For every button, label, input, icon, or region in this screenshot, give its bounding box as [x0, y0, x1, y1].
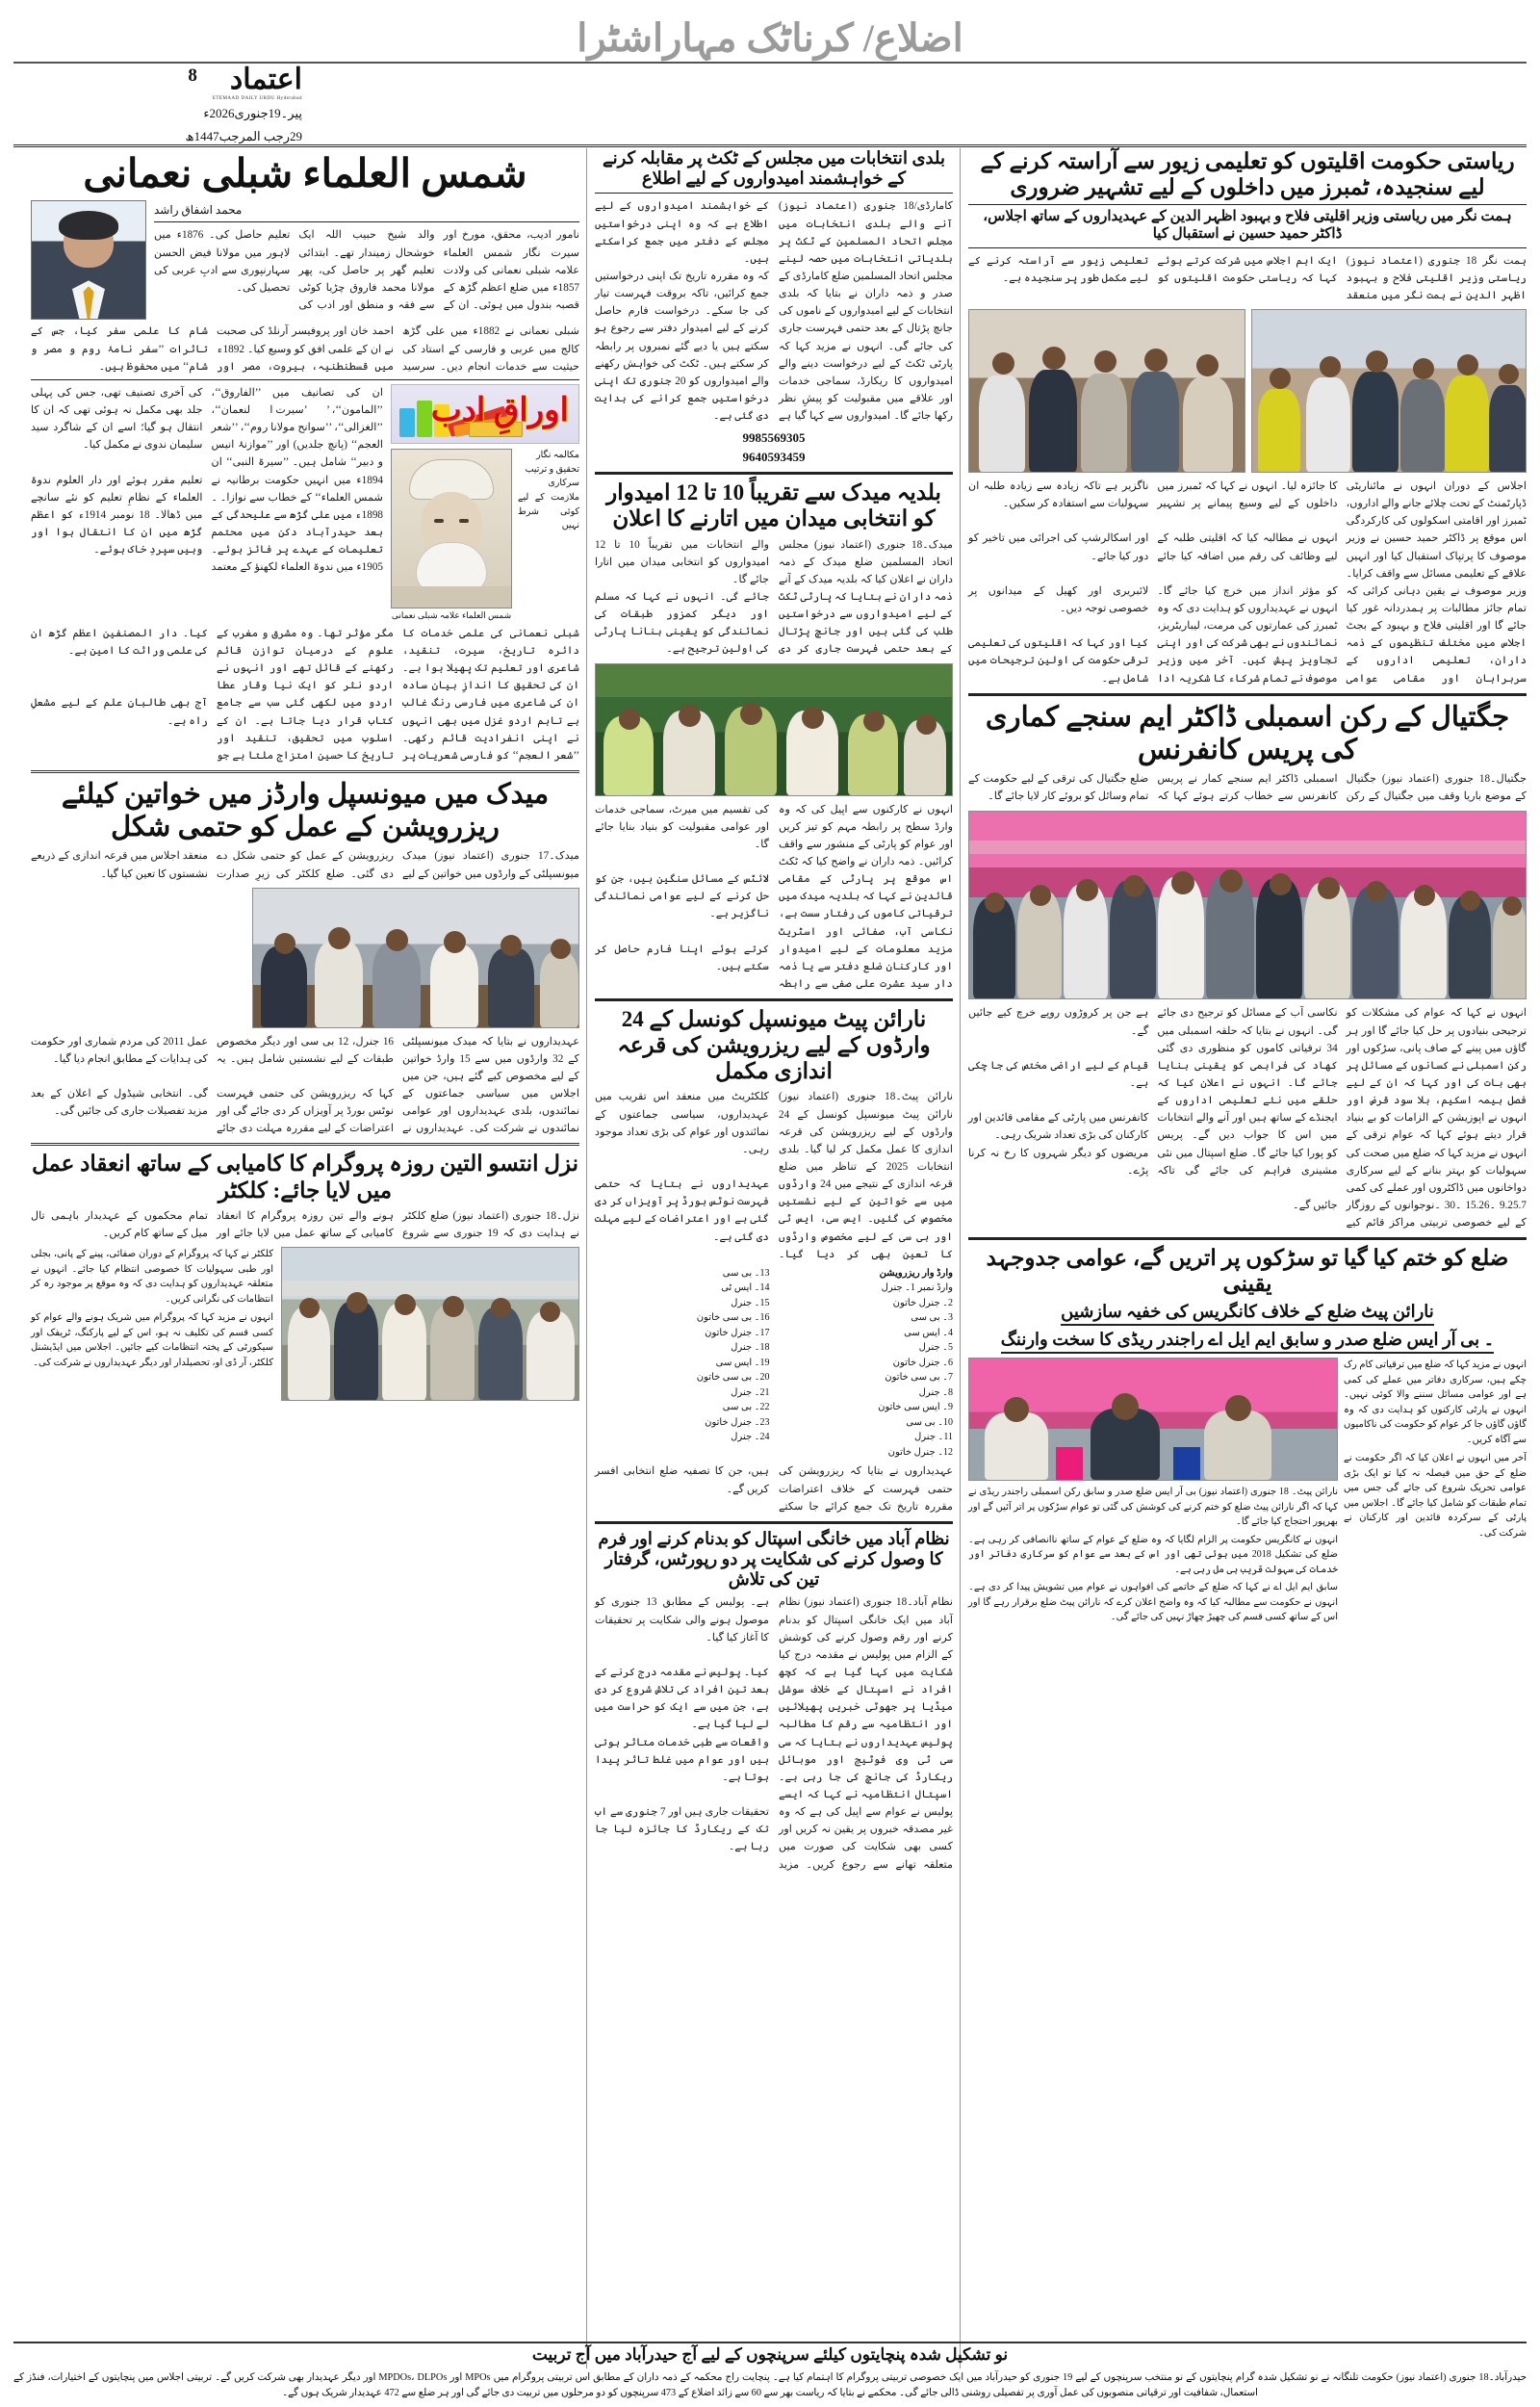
- nazil-body-2: انہوں نے مزید کہا کہ پروگرام میں شریک ہونے والے عوام کو کسی قسم کی تکلیف نہ ہو، اس کے لیے پارکنگ، ٹریفک اور سیکورٹی کے پختہ انتظامات کیے جائیں۔ اجلاس میں ایڈیشنل کلکٹر، آر ڈی او، تحصیلدار اور دیگر عہدیداروں نے شرکت کی۔: [31, 1312, 273, 1368]
- hospital-body-3: پولیس نے عوام سے اپیل کی ہے کہ وہ غیر مصدقہ خبروں پر یقین نہ کریں اور کسی بھی شکایت کی صورت میں متعلقہ تھانے سے رجوع کریں۔ مزید تحقیقات جاری ہیں اور 7 جنوری سے اب تک کے ریکارڈ کا جائزہ لیا جا رہا ہے۔: [595, 1806, 953, 1871]
- article-zila: [968, 1245, 1527, 1624]
- date-hijri: 29رجب المرجب1447ھ: [185, 129, 302, 144]
- zila-headline: ضلع کو ختم کیا گیا تو سڑکوں پر اتریں گے، عوامی جدوجہد یقینی: [986, 1246, 1509, 1297]
- riyasati-photo-1: [968, 309, 1245, 473]
- reservation-ward-list: [595, 1266, 953, 1461]
- reservation-ward-item: 24۔ جنرل: [731, 1432, 770, 1443]
- reservation-lead: نارائن پیٹ۔18 جنوری (اعتماد نیوز) نارائن پیٹ میونسپل کونسل کے 24 وارڈوں کے لیے ریزرویشن کی قرعہ اندازی کا عمل مکمل کر لیا گیا۔ بلدی انتخابات 2025 کے تناظر میں ضلع کلکٹریٹ میں منعقد اس تقریب میں عہدیداروں، سیاسی جماعتوں کے نمائندوں اور عوام کی بڑی تعداد موجود رہی۔: [595, 1091, 953, 1174]
- zone-right: [968, 148, 1527, 1625]
- jagtial-headline: جگتیال کے رکن اسمبلی ڈاکٹر ایم سنجے کماری کی پریس کانفرنس: [985, 701, 1510, 765]
- riyasati-photo-2: [1251, 309, 1527, 473]
- shibli-body-4: 1894ء میں انہیں حکومت برطانیہ نے ’’شمس العلماء‘‘ کے خطاب سے نوازا۔ 1898ء میں علی گڑھ سے علیحدگی کے بعد حیدرآباد دکن میں محتمم تعلیمات کے عہدے پر فائز ہوئے۔ 1905ء میں ندوۃ العلماء لکھنؤ کے معتمد تعلیم مقرر ہوئے اور دار العلوم ندوۃ العلماء کے نظامِ تعلیم کو نئے سانچے میں ڈھالا۔ 18 نومبر 1914ء کو اعظم گڑھ میں ان کا انتقال ہوا اور وہیں سپردِ خاک ہوئے۔: [31, 474, 383, 574]
- awraq-block: [31, 384, 579, 621]
- zila-photo: [968, 1358, 1338, 1481]
- awraq-note-1: مکالمہ نگار: [536, 450, 579, 460]
- reservation-ward-item: 6۔ جنرل خاتون: [892, 1357, 953, 1368]
- jagtial-body-3: انہوں نے اپوزیشن کے الزامات کو بے بنیاد قرار دیتے ہوئے کہا کہ عوام ترقی کے ایجنڈے کے ساتھ ہیں اور آنے والے انتخابات میں اس کا جواب دیں گے۔ پریس کانفرنس میں پارٹی کے مقامی قائدین اور کارکنان کی بڑی تعداد شریک رہی۔: [968, 1112, 1527, 1142]
- shibli-body-5: شبلی نعمانی کی علمی خدمات کا دائرہ تاریخ، سیرت، تنقید، شاعری اور تعلیم تک پھیلا ہوا ہے۔ ان کی تحقیق کا اندازِ بیان سادہ مگر مؤثر تھا۔ وہ مشرق و مغرب کے علوم کے درمیان توازن قائم رکھنے کے قائل تھے اور انہوں نے اردو نثر کو ایک نیا وقار عطا کیا۔ دار المصنفین اعظم گڑھ ان کی علمی وراثت کا امین ہے۔: [31, 627, 579, 692]
- hospital-lead: نظام آباد۔18 جنوری (اعتماد نیوز) نظام آباد میں ایک خانگی اسپتال کو بدنام کرنے اور رقم وصول کرنے کی کوشش کے الزام میں پولیس نے مقدمہ درج کیا ہے۔ پولیس کے مطابق 13 جنوری کو موصول ہونے والی شکایت پر تحقیقات کا آغاز کیا گیا۔: [595, 1596, 954, 1661]
- zone-middle: [595, 148, 953, 1874]
- article-baldi-medak: [595, 479, 953, 993]
- baldi-ticket-headline: بلدی انتخابات میں مجلس کے ٹکٹ پر مقابلہ کرنے کے خواہشمند امیدواروں کے لیے اطلاع: [603, 148, 945, 189]
- zila-lead: نارائن پیٹ۔ 18 جنوری (اعتماد نیوز) بی آر ایس ضلع صدر و سابق رکن اسمبلی راجندر ریڈی نے کہا کہ اگر نارائن پیٹ ضلع کو ختم کرنے کی کوشش کی گئی تو عوام سڑکوں پر اتر آئیں گے اور بھرپور احتجاج کیا جائے گا۔: [968, 1487, 1339, 1527]
- nazil-photo: [281, 1247, 579, 1401]
- column-grid: [13, 148, 1527, 2368]
- reservation-ward-item: 12۔ جنرل خاتون: [887, 1446, 953, 1458]
- zila-body-4: آخر میں انہوں نے اعلان کیا کہ اگر حکومت نے ضلع کے حق میں فیصلہ نہ کیا تو ایک بڑی عوامی تحریک شروع کی جائے گی جس میں تمام طبقات کو شامل کیا جائے گا۔ اجلاس میں پارٹی کے سرکردہ قائدین اور کارکنان نے شرکت کی۔: [1344, 1453, 1527, 1539]
- reservation-ward-item: 8۔ جنرل: [918, 1386, 953, 1398]
- scholar-portrait: [391, 449, 512, 608]
- article-medak-women: [31, 778, 579, 1138]
- zila-body-3: انہوں نے مزید کہا کہ ضلع میں ترقیاتی کام رک چکے ہیں، سرکاری دفاتر میں عملے کی کمی ہے اور عوامی مسائل سننے والا کوئی نہیں۔ انہوں نے پارٹی کارکنوں کو ہدایت دی کہ وہ گاؤں گاؤں جا کر عوام کو حکومت کی ناکامیوں سے آگاہ کریں۔: [1344, 1359, 1527, 1445]
- reservation-headline: نارائن پیٹ میونسپل کونسل کے 24 وارڈوں کے لیے ریزرویشن کی قرعہ اندازی مکمل: [617, 1007, 931, 1084]
- baldi-medak-body-4: مزید معلومات کے لیے امیدوار اور کارکنان ضلع دفتر سے یا ذمہ دار سید عشرت علی صفی سے رابطہ کرتے ہوئے اپنا فارم حاصل کر سکتے ہیں۔: [595, 943, 953, 990]
- medak-women-lead: میدک۔17 جنوری (اعتماد نیوز) میدک میونسپلٹی کے وارڈوں میں خواتین کے لیے ریزرویشن کے عمل کو حتمی شکل دے دی گئی۔ ضلع کلکٹر کی زیرِ صدارت منعقد اجلاس میں قرعہ اندازی کے ذریعے نشستوں کا تعین کیا گیا۔: [31, 850, 579, 880]
- nazil-headline: نزل انتسو التین روزہ پروگرام کا کامیابی کے ساتھ انعقاد عمل میں لایا جائے: کلکٹر: [31, 1152, 579, 1203]
- section-title: اضلاع/ کرناٹک مہاراشٹرا: [577, 16, 963, 60]
- medak-women-headline: میدک میں میونسپل وارڈز میں خواتین کیلئے ریزرویشن کے عمل کو حتمی شکل: [61, 778, 550, 843]
- reservation-footer: عہدیداروں نے بتایا کہ ریزرویشن کی حتمی فہرست کے خلاف اعتراضات مقررہ تاریخ تک جمع کرائے جا سکتے ہیں، جن کا تصفیہ ضلع انتخابی افسر کریں گے۔: [595, 1465, 953, 1513]
- page-top-rule: [13, 144, 1527, 147]
- page-number: 8: [188, 65, 197, 86]
- article-riyasati: [968, 148, 1527, 687]
- baldi-medak-photo: [595, 663, 953, 796]
- reservation-ward-item: 11۔ جنرل: [914, 1432, 953, 1443]
- medak-women-photo: [252, 888, 579, 1028]
- awraq-banner: [391, 384, 579, 444]
- footer-headline: نو تشکیل شدہ پنچایتوں کیلئے سرپنچوں کے لیے آج حیدرآباد میں آج تربیت: [531, 2345, 1009, 2364]
- zila-body-1: انہوں نے کانگریس حکومت پر الزام لگایا کہ وہ ضلع کے عوام کے ساتھ ناانصافی کر رہی ہے۔ ضلع کی تشکیل 2018 میں ہوئی تھی اور اس کے بعد سے عوام کو سرکاری دفاتر اور خدمات کی سہولت قریب ہی مل رہی ہے۔: [968, 1534, 1338, 1575]
- hospital-body-1: شکایت میں کہا گیا ہے کہ کچھ افراد نے اسپتال کے خلاف سوشل میڈیا پر جھوٹی خبریں پھیلائیں اور انتظامیہ سے رقم کا مطالبہ کیا۔ پولیس نے مقدمہ درج کرنے کے بعد تین افراد کی تلاش شروع کر دی ہے، جن میں سے ایک کو حراست میں لے لیا گیا ہے۔: [595, 1667, 953, 1731]
- jagtial-stats: 9.25.7 ۔15.26 ۔30 ۔نوجوانوں کے روزگار کے لیے خصوصی تربیتی مراکز قائم کیے جائیں گے۔: [1293, 1200, 1527, 1229]
- riyasati-photo-row: [968, 309, 1527, 473]
- awraq-photo-row: [391, 449, 579, 621]
- footer-rule: [13, 2342, 1527, 2343]
- baldi-medak-lead: میدک۔18 جنوری (اعتماد نیوز) مجلس اتحاد المسلمین ضلع میدک کے ذمہ داران نے اعلان کیا کہ بلدیہ میدک کے آنے والے انتخابات میں تقریباً 10 تا 12 امیدواروں کو انتخابی میدان میں اتارا جائے گا۔: [595, 538, 953, 585]
- article-nazil: [31, 1151, 579, 1401]
- shibli-mid-col: [31, 384, 383, 577]
- reservation-ward-item: 20۔ بی سی خاتون: [696, 1372, 770, 1384]
- reservation-ward-item: 9۔ ایس سی خاتون: [878, 1402, 953, 1413]
- article-reservation: [595, 1006, 953, 1515]
- riyasati-subhead: ہمت نگر میں ریاستی وزیر اقلیتی فلاح و بہبود اظہر الدین کے عہدیداروں کے ساتھ اجلاس، ڈاکٹر حمید حسین نے استقبال کیا: [983, 209, 1512, 242]
- reservation-ward-item: 18۔ جنرل: [731, 1342, 770, 1354]
- reservation-ward-item: 14۔ ایس ٹی: [721, 1282, 770, 1294]
- shibli-top-row: [31, 200, 579, 320]
- reservation-ward-item: 13۔ بی سی: [722, 1267, 770, 1279]
- hospital-headline: نظام آباد میں خانگی اسپتال کو بدنام کرنے اور فرم کا وصول کرنے کی شکایت پر دو رپورٹس، گرفتار تین کی تلاش: [598, 1528, 950, 1590]
- baldi-ticket-body: مجلس اتحاد المسلمین ضلع کامارڈی کے صدر و ذمہ داران نے بتایا کہ بلدی انتخابات کے لیے امیدواروں کے ناموں کی جانچ پڑتال کے بعد حتمی فہرست جاری کی جائے گی۔ انہوں نے مزید کہا کہ پارٹی ٹکٹ کے لیے درخواست دینے والے امیدواروں کا ریکارڈ، سماجی خدمات اور علاقے میں مقبولیت کو پیشِ نظر رکھا جائے گا۔ امیدواروں سے کہا گیا ہے کہ وہ مقررہ تاریخ تک اپنی درخواستیں جمع کرائیں، تاکہ بروقت فہرست تیار کی جا سکے۔ درخواست فارم حاصل کرنے کے لیے امیدوار دفتر سے رجوع ہو سکتے ہیں یا دیے گئے نمبروں پر رابطہ کر سکتے ہیں۔ ٹکٹ کی خواہش رکھنے والے امیدواروں کو 20 جنوری تک اپنی درخواستیں جمع کرانے کی ہدایت دی گئی ہے۔: [595, 271, 953, 423]
- reservation-ward-item: وارڈ نمبر 1۔ جنرل: [881, 1282, 953, 1294]
- zila-kicker: ۔ بی آر ایس ضلع صدر و سابق ایم ایل اے راجندر ریڈی کا سخت وارننگ: [1001, 1330, 1494, 1354]
- nazil-text-col: [31, 1247, 273, 1401]
- zila-left-col: [1344, 1358, 1527, 1625]
- brand-block: [13, 65, 302, 101]
- brand-subtitle: ETEMAAD DAILY URDU Hyderabad: [212, 96, 302, 101]
- column-rule-1: [960, 148, 961, 2368]
- zila-right-col: [968, 1358, 1338, 1625]
- reservation-ward-list-label: وارڈ وار ریزرویشن: [879, 1267, 953, 1279]
- author-portrait: [31, 200, 146, 320]
- reservation-ward-item: 21۔ جنرل: [731, 1386, 770, 1398]
- article-jagtial: [968, 701, 1527, 1232]
- shibli-body-3: ان کی تصانیف میں ’’الفاروق‘‘، ’’المامون‘‘، ’’سیرت النعمان‘‘، ’’الغزالی‘‘، ’’سوانح مولانا روم‘‘، ’’شعر العجم‘‘ (پانچ جلدیں) اور ’’موازنۂ انیس و دبیر‘‘ شامل ہیں۔ ’’سیرۃ النبی‘‘ ان کی آخری تصنیف تھی، جس کی پہلی جلد بھی مکمل نہ ہوئی تھی کہ ان کا انتقال ہو گیا؛ اسے ان کے شاگرد سید سلیمان ندوی نے مکمل کیا۔: [31, 386, 383, 469]
- riyasati-body-3: وزیر موصوف نے یقین دہانی کرائی کہ تمام جائز مطالبات پر ہمدردانہ غور کیا جائے گا اور اقلیتی فلاح و بہبود کے بجٹ کو مؤثر انداز میں خرچ کیا جائے گا۔ انہوں نے عہدیداروں کو ہدایت دی کہ وہ ٹمبرز کی عمارتوں کی مرمت، لیباریٹریز، لائبریری اور کھیل کے میدانوں پر خصوصی توجہ دیں۔: [968, 584, 1527, 633]
- reservation-ward-item: 3۔ بی سی: [911, 1312, 953, 1324]
- riyasati-lead: ہمت نگر 18 جنوری (اعتماد نیوز) ریاستی وزیر اقلیتی فلاح و بہبود اظہر الدین نے ہمت نگر میں منعقد ایک اہم اجلاس میں شرکت کرتے ہوئے کہا کہ ریاستی حکومت اقلیتوں کو تعلیمی زیور سے آراستہ کرنے کے لیے مکمل طور پر سنجیدہ ہے۔: [968, 254, 1527, 301]
- awraq-left: [391, 384, 579, 621]
- jagtial-body-4: انہوں نے مزید کہا کہ ضلع میں صحت کی سہولیات کو بہتر بنانے کے لیے سرکاری دواخانوں میں ڈاکٹروں اور عملے کی کمی کو پورا کیا جائے گا۔ ضلع اسپتال میں نئی مشینری فراہم کی جائے گی تاکہ مریضوں کو دیگر شہروں کا رخ نہ کرنا پڑے۔: [968, 1147, 1527, 1194]
- awraq-side-notes: [518, 449, 579, 621]
- reservation-ward-item: 7۔ بی سی خاتون: [885, 1372, 953, 1384]
- reservation-ward-item: 15۔ جنرل: [731, 1297, 770, 1308]
- riyasati-body-1: اجلاس کے دوران انہوں نے مائناریٹی ڈپارٹمنٹ کے تحت چلائے جانے والے اداروں، ٹمبرز اور اقامتی اسکولوں کی کارکردگی کا جائزہ لیا۔ انہوں نے کہا کہ ٹمبرز میں داخلوں کے لیے وسیع پیمانے پر تشہیر ناگزیر ہے تاکہ زیادہ سے زیادہ طلبہ ان سہولیات سے استفادہ کر سکیں۔: [968, 480, 1527, 528]
- article-hospital: [595, 1529, 953, 1874]
- masthead: [0, 0, 1540, 144]
- awraq-title: اوراقِ ادب: [430, 392, 569, 428]
- baldi-ticket-lead: کامارڈی/18 جنوری (اعتماد نیوز) آنے والے بلدی انتخابات میں مجلس اتحاد المسلمین کے ٹکٹ پر بلدیاتی انتخابات میں حصہ لینے کے خواہشمند امیدواروں کے لیے اطلاع ہے کہ وہ اپنی درخواستیں مجلس کے دفتر میں جمع کراسکتے ہیں۔: [595, 200, 953, 265]
- jagtial-lead: جگتیال۔18 جنوری (اعتماد نیوز) جگتیال کے موضع باریا وقف میں جگتیال کے رکن اسمبلی ڈاکٹر ایم سنجے کمار نے پریس کانفرنس سے خطاب کرتے ہوئے کہا کہ ضلع جگتیال کی ترقی کے لیے حکومت کے تمام وسائل کو بروئے کار لایا جائے گا۔: [968, 773, 1527, 803]
- shibli-byline: محمد اشفاق راشد: [154, 203, 243, 218]
- column-rule-2: [586, 148, 587, 2368]
- jagtial-body-2: رکن اسمبلی نے کسانوں کے مسائل پر بھی بات کی اور کہا کہ ان کے لیے فصل بیمہ اسکیم، بلا سود قرض اور کھاد کی فراہمی کو یقینی بنایا جائے گا۔ انہوں نے اعلان کیا کہ حلقے میں نئے تعلیمی اداروں کے قیام کے لیے اراضی مختص کی جا چکی ہے۔: [968, 1059, 1527, 1107]
- nazil-lead: نزل۔18 جنوری (اعتماد نیوز) ضلع کلکٹر نے ہدایت دی کہ 19 جنوری سے شروع ہونے والے تین روزہ پروگرام کا انعقاد کامیابی کے ساتھ عمل میں لایا جائے اور تمام محکموں کے عہدیدار باہمی تال میل کے ساتھ کام کریں۔: [31, 1209, 579, 1239]
- zila-body-2: سابق ایم ایل اے نے کہا کہ ضلع کے خاتمے کی افواہوں نے عوام میں تشویش پیدا کر دی ہے۔ انہوں نے حکومت سے مطالبہ کیا کہ وہ واضح اعلان کرے کہ نارائن پیٹ ضلع برقرار رہے گا اور اس کے ساتھ کسی قسم کی چھیڑ چھاڑ نہیں کی جائے گی۔: [968, 1582, 1338, 1622]
- reservation-ward-item: 4۔ ایس سی: [904, 1327, 953, 1338]
- reservation-ward-item: 17۔ جنرل خاتون: [705, 1327, 770, 1338]
- zone-left: [31, 148, 579, 1401]
- article-baldi-ticket: [595, 148, 953, 466]
- riyasati-body-2: اس موقع پر ڈاکٹر حمید حسین نے وزیر موصوف کا پرتپاک استقبال کیا اور انہیں علاقے کے تعلیمی مسائل سے واقف کرایا۔ انہوں نے مطالبہ کیا کہ اقلیتی طلبہ کے لیے وظائف کی رقم میں اضافہ کیا جائے اور اسکالرشپ کی اجرائی میں تاخیر کو دور کیا جائے۔: [968, 532, 1527, 580]
- nazil-body-1: کلکٹر نے کہا کہ پروگرام کے دوران صفائی، پینے کے پانی، بجلی اور طبی سہولیات کا خصوصی انتظام کیا جائے۔ انہوں نے متعلقہ عہدیداروں کو ہدایت دی کہ وہ موقع پر موجود رہ کر انتظامات کی نگرانی کریں۔: [31, 1249, 273, 1305]
- baldi-ticket-phone-1: 9985569305: [742, 430, 806, 446]
- shibli-body-2: شبلی نعمانی نے 1882ء میں علی گڑھ کالج میں عربی و فارسی کے استاد کی حیثیت سے خدمات انجام دیں۔ سرسید احمد خان اور پروفیسر آرنلڈ کی صحبت نے ان کے علمی افق کو وسیع کیا۔ 1892ء میں قسطنطنیہ، بیروت، مصر اور شام کا علمی سفر کیا، جس کے تاثرات ’’سفر نامۂ روم و مصر و شام‘‘ میں محفوظ ہیں۔: [31, 325, 579, 373]
- baldi-medak-body-1: ذمہ داران نے بتایا کہ پارٹی ٹکٹ کے لیے امیدواروں سے درخواستیں طلب کی گئی ہیں اور جانچ پڑتال کے بعد حتمی فہرست جاری کر دی جائے گی۔ انہوں نے کہا کہ مسلم اور دیگر کمزور طبقات کی نمائندگی کو یقینی بنانا پارٹی کی اولین ترجیح ہے۔: [595, 590, 953, 656]
- reservation-ward-item: 19۔ ایس سی: [715, 1357, 770, 1368]
- shibli-body-6: ان کی شاعری میں فارسی رنگ غالب ہے تاہم اردو غزل میں بھی انہوں نے اپنی انفرادیت قائم رکھی۔ ’’شعر العجم‘‘ کو فارسی شعریات پر اردو میں لکھی گئی سب سے جامع کتاب قرار دیا جاتا ہے۔ ان کے اسلوب میں تحقیق، تنقید اور تاریخ کا حسین امتزاج ملتا ہے جو آج بھی طالبانِ علم کے لیے مشعلِ راہ ہے۔: [31, 697, 579, 762]
- baldi-medak-headline: بلدیہ میدک سے تقریباً 10 تا 12 امیدوار کو انتخابی میدان میں اتارنے کا اعلان: [606, 480, 941, 531]
- medak-women-body-1: عہدیداروں نے بتایا کہ میدک میونسپلٹی کے 32 وارڈوں میں سے 15 وارڈ خواتین کے لیے مخصوص کیے گئے ہیں، جن میں 16 جنرل، 12 بی سی اور دیگر مخصوص طبقات کے لیے نشستیں شامل ہیں۔ یہ عمل 2011 کی مردم شماری اور حکومت کی ہدایات کے مطابق انجام دیا گیا۔: [31, 1035, 579, 1082]
- reservation-ward-item: 22۔ بی سی: [722, 1402, 770, 1413]
- baldi-medak-body-2: انہوں نے کارکنوں سے اپیل کی کہ وہ وارڈ سطح پر رابطہ مہم کو تیز کریں اور عوام کو پارٹی کے منشور سے واقف کرائیں۔ ذمہ داران نے واضح کیا کہ ٹکٹ کی تقسیم میں میرٹ، سماجی خدمات اور عوامی مقبولیت کو بنیاد بنایا جائے گا۔: [595, 803, 953, 867]
- reservation-ward-item: 16۔ بی سی خاتون: [696, 1312, 770, 1324]
- hospital-body-2: پولیس عہدیداروں نے بتایا کہ سی سی ٹی وی فوٹیج اور موبائل ریکارڈ کی جانچ کی جا رہی ہے۔ اسپتال انتظامیہ نے کہا کہ ایسے واقعات سے طبی خدمات متاثر ہوتی ہیں اور عوام میں غلط تاثر پیدا ہوتا ہے۔: [595, 1736, 953, 1801]
- riyasati-body-4: اجلاس میں مختلف تنظیموں کے ذمہ داران، تعلیمی اداروں کے سربراہان اور مقامی عوامی نمائندوں نے بھی شرکت کی اور اپنی تجاویز پیش کیں۔ آخر میں وزیر موصوف نے تمام شرکاء کا شکریہ ادا کیا اور کہا کہ اقلیتوں کی تعلیمی ترقی حکومت کی اولین ترجیحات میں شامل ہے۔: [968, 637, 1527, 685]
- jagtial-body-1: انہوں نے کہا کہ عوام کی مشکلات کو ترجیحی بنیادوں پر حل کیا جائے گا اور ہر گاؤں میں پینے کے صاف پانی، سڑکوں اور نکاسی آب کے مسائل کو ترجیح دی جائے گی۔ انہوں نے بتایا کہ حلقہ اسمبلی میں 34 ترقیاتی کاموں کو منظوری دی گئی ہے جن پر کروڑوں روپے خرچ کیے جائیں گے۔: [968, 1007, 1527, 1054]
- footer-copy: حیدرآباد۔18 جنوری (اعتماد نیوز) حکومت تلنگانہ نے نو تشکیل شدہ گرام پنچایتوں کے نو منتخب سرپنچوں کے لیے 19 جنوری کو حیدرآباد میں ایک خصوصی تربیتی پروگرام کا اہتمام کیا ہے۔ پنچایت راج محکمہ کے ذمہ داران کے مطابق اس تربیتی پروگرام میں MPOs اور MPDOs، DLPOs اور دیگر عہدیدار بھی شرکت کریں گے۔ تربیتی اجلاس میں پنچایتوں کے اختیارات، فنڈز کے استعمال، شفافیت اور ترقیاتی منصوبوں کی عمل آوری پر تفصیلی روشنی ڈالی جائے گی۔ محکمے نے بتایا کہ ریاست بھر سے 60 سے زائد اضلاع کے 473 سرپنچوں کو دو مرحلوں میں تربیت دی جائے گی اور ہر ضلع سے 472 عہدیدار شریک ہوں گے۔: [13, 2372, 1527, 2399]
- awraq-note-2: تحقیق و ترتیب: [525, 464, 579, 475]
- zila-subhead: نارائن پیٹ ضلع کے خلاف کانگریس کی خفیہ سازشیں: [1061, 1302, 1434, 1326]
- baldi-ticket-phone-2: 9640593459: [742, 449, 806, 464]
- zila-layout: [968, 1358, 1527, 1625]
- reservation-ward-item: 2۔ جنرل خاتون: [892, 1297, 953, 1308]
- date-gregorian: پیر۔19جنوری2026ء: [203, 106, 302, 120]
- reservation-ward-item: 5۔ جنرل: [918, 1342, 953, 1354]
- medak-women-body-2: اجلاس میں سیاسی جماعتوں کے نمائندوں، بلدی عہدیداروں اور عوامی نمائندوں نے شرکت کی۔ عہدیداروں نے کہا کہ ریزرویشن کی حتمی فہرست نوٹس بورڈ پر آویزاں کر دی جائے گی اور اعتراضات کے لیے مقررہ مہلت دی جائے گی۔ انتخابی شیڈول کے اعلان کے بعد مزید تفصیلات جاری کی جائیں گی۔: [31, 1088, 579, 1135]
- masthead-left: [13, 65, 302, 147]
- riyasati-headline: ریاستی حکومت اقلیتوں کو تعلیمی زیور سے آراستہ کرنے کے لیے سنجیدہ، ٹمبرز میں داخلوں کے لیے تشہیر ضروری: [980, 149, 1515, 200]
- reservation-body-1: قرعہ اندازی کے نتیجے میں 24 وارڈوں میں سے خواتین کے لیے نشستیں مخصوص کی گئیں۔ ایس سی، ایس ٹی اور بی سی کے لیے مخصوص وارڈوں کا تعین بھی کر دیا گیا۔ عہدیداروں نے بتایا کہ حتمی فہرست نوٹس بورڈ پر آویزاں کر دی گئی ہے اور اعتراضات کے لیے مہلت دی گئی ہے۔: [595, 1178, 953, 1260]
- scholar-caption: شمس العلماء علامہ شبلی نعمانی: [391, 609, 512, 620]
- reservation-ward-item: 23۔ جنرل خاتون: [705, 1416, 770, 1428]
- article-shibli: [31, 150, 579, 764]
- baldi-medak-body-3: اس موقع پر پارٹی کے مقامی قائدین نے کہا کہ بلدیہ میدک میں ترقیاتی کاموں کی رفتار سست ہے، نکاسی آب، صفائی اور اسٹریٹ لائٹس کے مسائل سنگین ہیں، جن کو حل کرنے کے لیے عوامی نمائندگی ناگزیر ہے۔: [595, 873, 953, 938]
- jagtial-photo: [968, 811, 1527, 999]
- shibli-headline: شمس العلماء شبلی نعمانی: [83, 151, 527, 195]
- nazil-row: [31, 1247, 579, 1401]
- brand-name: اعتماد: [229, 64, 302, 95]
- reservation-ward-item: 10۔ بی سی: [906, 1416, 953, 1428]
- awraq-note-4: سرکاری ملازمت کے لیے کوئی شرط نہیں: [518, 479, 579, 531]
- shibli-body-1: نامور ادیب، محقق، مورخ اور سیرت نگار شمس العلماء علامہ شبلی نعمانی کی ولادت 1857ء میں ضلع اعظم گڑھ کے قصبہ بندول میں ہوئی۔ ان کے والد شیخ حبیب اللہ ایک خوشحال زمیندار تھے۔ ابتدائی تعلیم گھر پر حاصل کی، پھر مولانا محمد فاروق چڑیا کوٹی سے فقہ و منطق اور ادب کی تعلیم حاصل کی۔ 1876ء میں لاہور میں مولانا فیض الحسن سہارنپوری سے ادبِ عربی کی تحصیل کی۔: [154, 229, 579, 311]
